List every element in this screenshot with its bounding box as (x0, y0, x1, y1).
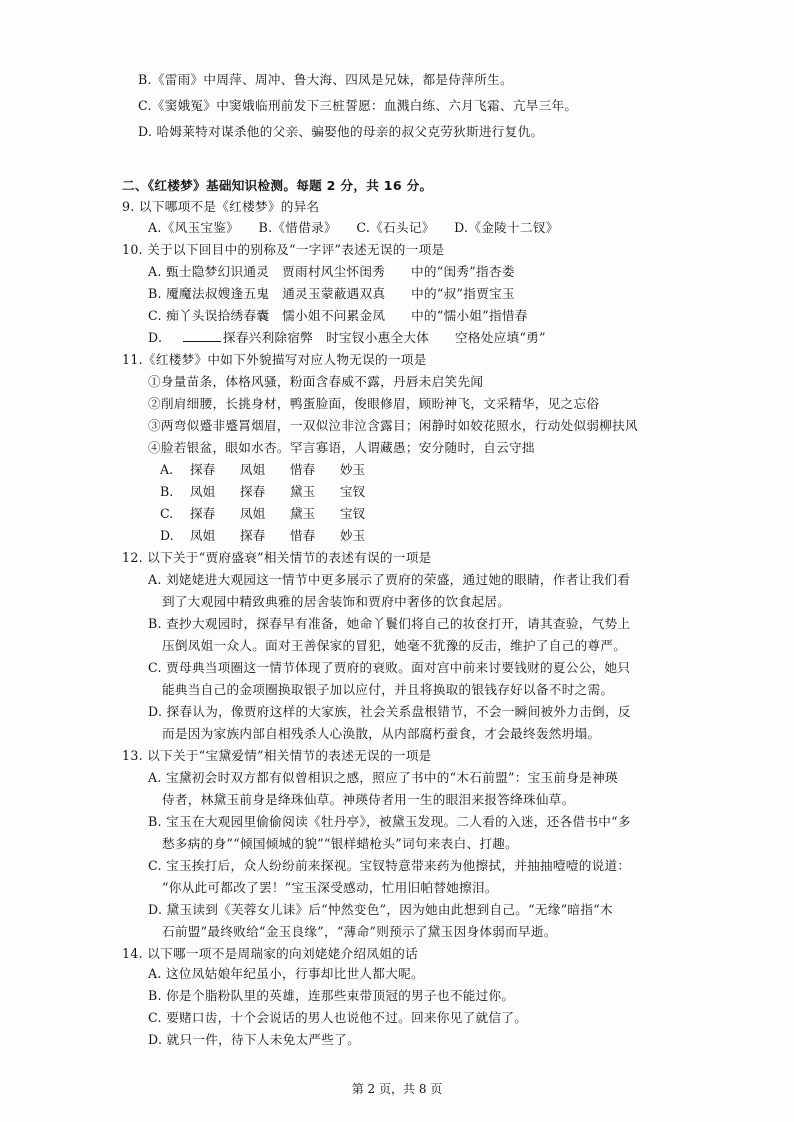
q13-stem: 13. 以下关于“宝黛爱情”相关情节的表述无误的一项是 (122, 748, 432, 763)
q11-choice-b: B. 凤姐 探春 黛玉 宝钗 (160, 484, 366, 499)
fill-blank (183, 329, 221, 342)
q11-choice-c: C. 探春 凤姐 黛玉 宝钗 (160, 506, 366, 521)
q10-d-text: 探春兴利除宿弊 时宝钗小惠全大体 空格处应填“勇” (222, 330, 546, 345)
q12-a-line2: 到了大观园中精致典雅的居舍装饰和贾府中奢侈的饮食起居。 (162, 594, 511, 609)
q14-option-a: A. 这位凤姑娘年纪虽小，行事却比世人都大呢。 (148, 966, 424, 981)
q11-item-1: ①身量苗条，体格风骚，粉面含春威不露，丹唇未启笑先闻 (148, 374, 484, 389)
q13-a-line2: 侍者，林黛玉前身是绛珠仙草。神瑛侍者用一生的眼泪来报答绛珠仙草。 (162, 792, 575, 807)
q12-d-line2: 而是因为家族内部自相残杀人心涣散，从内部腐朽蚕食，才会最终轰然坍塌。 (162, 726, 601, 741)
q9-stem: 9. 以下哪项不是《红楼梦》的异名 (122, 199, 320, 214)
q11-choice-a: A. 探春 凤姐 惜春 妙玉 (160, 462, 366, 477)
q10-stem: 10. 关于以下回目中的别称及“一字评”表述无误的一项是 (122, 242, 445, 257)
page-footer: 第 2 页，共 8 页 (351, 1082, 443, 1096)
q13-c-line2: “你从此可都改了罢！”宝玉深受感动，忙用旧帕替她擦泪。 (162, 880, 498, 895)
prev-option-b: B.《雷雨》中周萍、周冲、鲁大海、四凤是兄妹，都是侍萍所生。 (138, 72, 513, 87)
q13-b-line2: 愁多病的身”“倾国倾城的貌”“银样蜡枪头”词句来表白、打趣。 (162, 836, 519, 851)
q11-item-4: ④脸若银盆，眼如水杏。罕言寡语，人谓藏愚；安分随时，自云守拙 (148, 440, 535, 455)
q10-d-label: D. (148, 330, 163, 345)
prev-option-d: D. 哈姆莱特对谋杀他的父亲、骗娶他的母亲的叔父克劳狄斯进行复仇。 (138, 124, 544, 139)
q12-c-line2: 能典当自己的金项圈换取银子加以应付，并且将换取的银钱存好以备不时之需。 (162, 682, 614, 697)
q12-stem: 12. 以下关于“贾府盛衰”相关情节的表述有误的一项是 (122, 550, 432, 565)
q10-option-b: B. 魇魔法叔嫂逢五鬼 通灵玉蒙蔽遇双真 中的“叔”指贾宝玉 (148, 286, 515, 301)
q10-option-d (148, 328, 546, 348)
q12-c-line1: C. 贾母典当项圈这一情节体现了贾府的衰败。面对宫中前来讨要钱财的夏公公，她只 (148, 660, 631, 675)
q12-b-line2: 压倒凤姐一众人。面对王善保家的冒犯，她毫不犹豫的反击，维护了自己的尊严。 (162, 638, 627, 653)
q13-d-line2: 石前盟”最终败给“金玉良缘”，“薄命”则预示了黛玉因身体弱而早逝。 (162, 924, 557, 939)
q11-choice-d: D. 凤姐 探春 惜春 妙玉 (160, 528, 366, 543)
q11-item-3: ③两弯似蹙非蹙罥烟眉，一双似泣非泣含露目；闲静时如姣花照水，行动处似弱柳扶风 (148, 418, 638, 433)
q14-stem: 14. 以下哪一项不是周瑞家的向刘姥姥介绍凤姐的话 (122, 946, 418, 961)
q12-a-line1: A. 刘姥姥进大观园这一情节中更多展示了贾府的荣盛，通过她的眼睛，作者让我们看 (148, 572, 631, 587)
q12-d-line1: D. 探春认为，像贾府这样的大家族，社会关系盘根错节，不会一瞬间被外力击倒，反 (148, 704, 631, 719)
q13-b-line1: B. 宝玉在大观园里偷偷阅读《牡丹亭》，被黛玉发现。二人看的入迷，还各借书中“多 (148, 814, 631, 829)
q13-d-line1: D. 黛玉读到《芙蓉女儿诔》后“忡然变色”，因为她由此想到自己。“无缘”暗指“木 (148, 902, 613, 917)
q11-item-2: ②削肩细腰，长挑身材，鸭蛋脸面，俊眼修眉，顾盼神飞，文采精华，见之忘俗 (148, 396, 600, 411)
q10-option-c: C. 痴丫头误拾绣春囊 懦小姐不问累金凤 中的“懦小姐”指惜春 (148, 308, 528, 323)
q13-a-line1: A. 宝黛初会时双方都有似曾相识之感，照应了书中的“木石前盟”：宝玉前身是神瑛 (148, 770, 618, 785)
q11-stem: 11.《红楼梦》中如下外貌描写对应人物无误的一项是 (122, 352, 427, 367)
q14-option-d: D. 就只一件，待下人未免太严些了。 (148, 1032, 360, 1047)
q13-c-line1: C. 宝玉挨打后，众人纷纷前来探视。宝钗特意带来药为他擦拭，并抽抽噎噎的说道： (148, 858, 631, 873)
q14-option-b: B. 你是个脂粉队里的英雄，连那些束带顶冠的男子也不能过你。 (148, 988, 515, 1003)
q9-options: A.《风玉宝鉴》 B.《惜借录》 C.《石头记》 D.《金陵十二钗》 (148, 220, 559, 235)
section-heading: 二、《红楼梦》基础知识检测。每题 2 分，共 16 分。 (122, 178, 433, 193)
q12-b-line1: B. 查抄大观园时，探春早有准备，她命丫鬟们将自己的妆奁打开，请其查验，气势上 (148, 616, 631, 631)
prev-option-c: C.《窦娥冤》中窦娥临刑前发下三桩誓愿：血溅白练、六月飞霜、亢旱三年。 (138, 98, 578, 113)
q14-option-c: C. 要赌口齿，十个会说话的男人也说他不过。回来你见了就信了。 (148, 1010, 528, 1025)
q10-option-a: A. 甄士隐梦幻识通灵 贾雨村风尘怀闺秀 中的“闺秀”指杏娄 (148, 264, 515, 279)
